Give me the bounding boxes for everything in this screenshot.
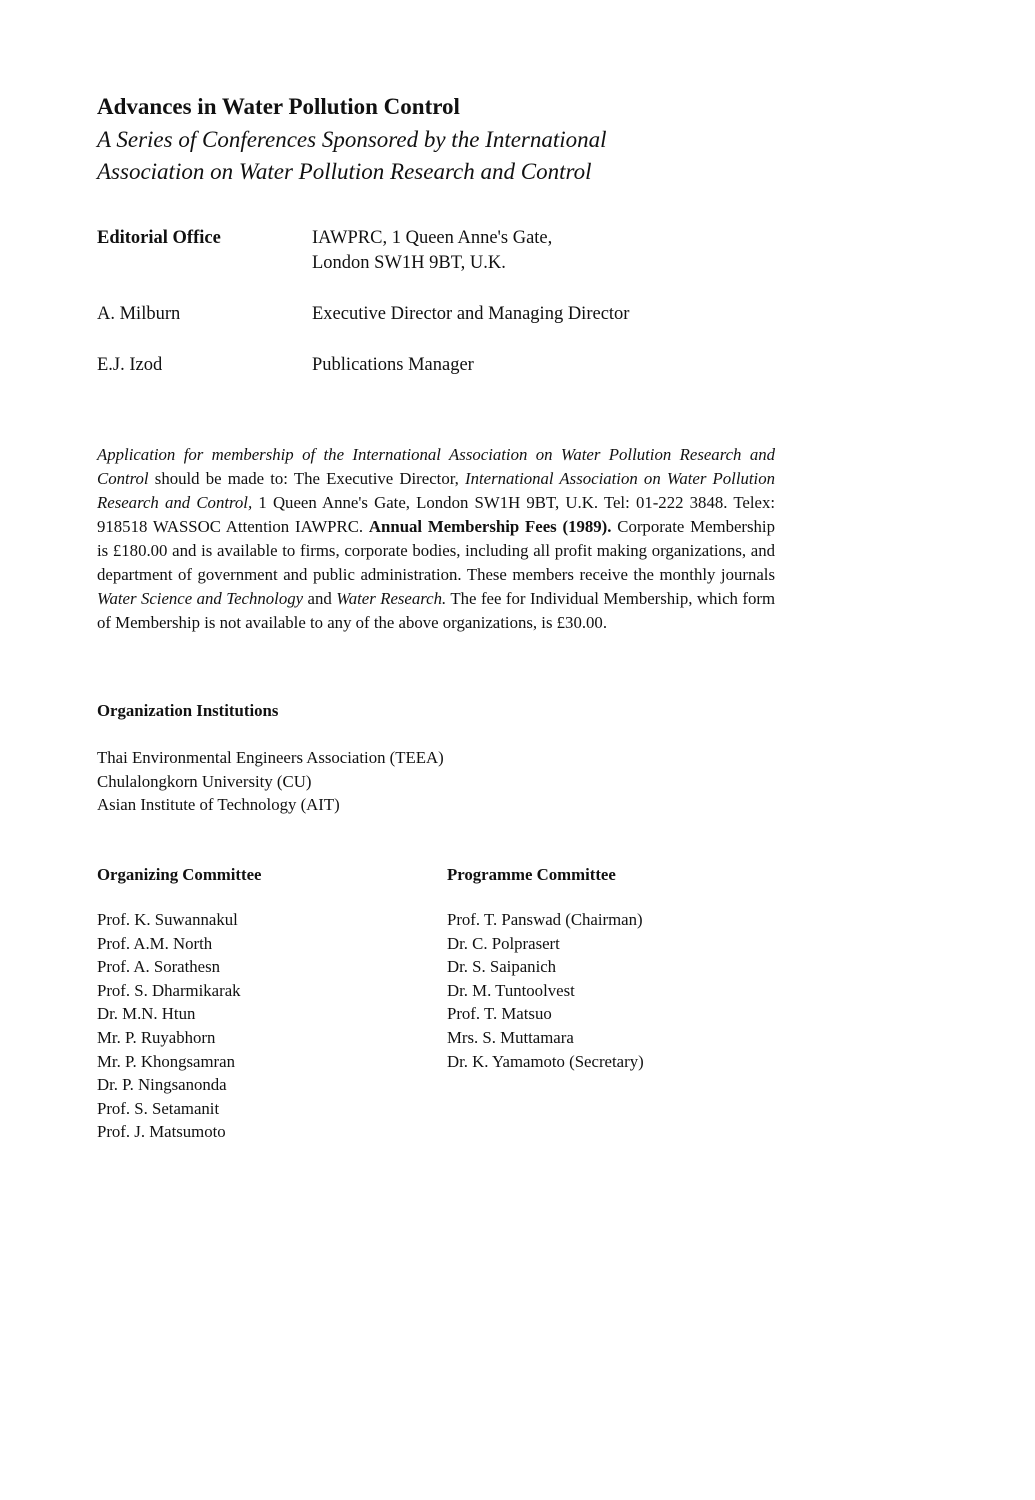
list-item: Prof. J. Matsumoto — [97, 1122, 226, 1142]
list-item: Mrs. S. Muttamara — [447, 1027, 574, 1047]
list-item: Asian Institute of Technology (AIT) — [97, 795, 340, 814]
list-item: Prof. S. Dharmikarak — [97, 980, 241, 1000]
editorial-person-row — [97, 353, 797, 393]
organization-institutions-list — [97, 746, 444, 817]
list-item: Thai Environmental Engineers Association (TEEA) — [97, 748, 444, 767]
membership-text — [97, 443, 775, 635]
programme-committee-list — [447, 908, 644, 1073]
list-item: Dr. M. Tuntoolvest — [447, 980, 575, 1000]
membership-text-run: and — [303, 589, 337, 608]
list-item: Dr. S. Saipanich — [447, 957, 557, 977]
list-item: Prof. T. Panswad (Chairman) — [447, 910, 643, 929]
list-item: Dr. P. Ningsanonda — [97, 1075, 227, 1095]
membership-paragraph — [97, 443, 775, 635]
list-item: Prof. T. Matsuo — [447, 1004, 552, 1024]
programme-committee — [447, 865, 644, 1073]
editorial-office-row — [97, 226, 797, 302]
organization-institutions-heading: Organization Institutions — [97, 701, 279, 720]
list-item: Dr. M.N. Htun — [97, 1004, 196, 1024]
list-item: Dr. C. Polprasert — [447, 933, 560, 953]
series-title: Advances in Water Pollution Control — [97, 94, 460, 119]
membership-text-run: Corporate Membership is £180.00 and is available to firms, corporate bodies, including all profit making organizations, and department of government and public administration. These members receive the monthly journals — [97, 517, 775, 584]
membership-text-run: 1 Queen Anne's Gate, London SW1H 9BT, U.K. Tel: 01-222 3848. Telex: 918518 WASSOC Attention IAWPRC. — [97, 493, 776, 536]
person-role: Executive Director and Managing Director — [312, 304, 630, 324]
person-name: E.J. Izod — [97, 355, 163, 375]
membership-text-italic: International Association on Water Pollution Research and Control, — [97, 469, 775, 512]
list-item: Chulalongkorn University (CU) — [97, 771, 312, 791]
person-name: A. Milburn — [97, 304, 181, 324]
membership-text-run: The fee for Individual Membership, which form of Membership is not available to any of the above organizations, is £30.00. — [97, 589, 776, 632]
list-item: Prof. A. Sorathesn — [97, 957, 221, 977]
list-item: Prof. K. Suwannakul — [97, 910, 238, 929]
organizing-committee — [97, 865, 262, 1144]
organizing-committee-heading: Organizing Committee — [97, 865, 262, 884]
organizing-committee-list — [97, 908, 262, 1144]
journal-name: Water Science and Technology — [97, 589, 304, 608]
person-role: Publications Manager — [312, 355, 474, 375]
list-item: Prof. S. Setamanit — [97, 1098, 220, 1118]
list-item: Mr. P. Ruyabhorn — [97, 1027, 216, 1047]
series-subtitle — [97, 124, 717, 188]
list-item: Mr. P. Khongsamran — [97, 1051, 235, 1071]
membership-text-italic: Application for membership of the International Association on Water Pollution Research and Control — [97, 445, 775, 488]
programme-committee-heading: Programme Committee — [447, 865, 616, 884]
editorial-office-address — [312, 226, 797, 276]
list-item: Prof. A.M. North — [97, 933, 213, 953]
subtitle-line: A Series of Conferences Sponsored by the International — [97, 127, 607, 152]
membership-text-run: should be made to: The Executive Director, — [148, 469, 465, 488]
address-line: IAWPRC, 1 Queen Anne's Gate, — [312, 228, 553, 248]
subtitle-line: Association on Water Pollution Research and Control — [97, 159, 592, 184]
list-item: Dr. K. Yamamoto (Secretary) — [447, 1051, 644, 1071]
membership-fees-heading: Annual Membership Fees (1989). — [368, 517, 612, 536]
journal-name: Water Research. — [336, 589, 447, 608]
address-line: London SW1H 9BT, U.K. — [312, 253, 506, 273]
editorial-person-row — [97, 302, 797, 353]
editorial-block — [97, 226, 797, 393]
editorial-office-label: Editorial Office — [97, 228, 221, 248]
